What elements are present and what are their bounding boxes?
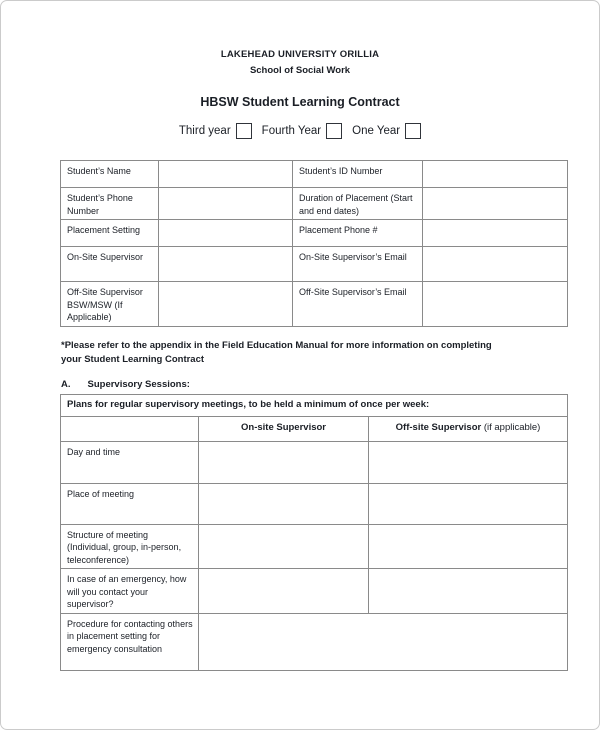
year-option-one-year xyxy=(352,123,421,139)
year-checkbox-row xyxy=(1,123,599,139)
table-row xyxy=(61,247,568,282)
label-emergency-consultation-procedure: Procedure for contacting others in placement setting for emergency consultation xyxy=(61,613,199,670)
column-header-offsite-label: Off-site Supervisor xyxy=(395,422,482,434)
structure-of-meeting-onsite-field[interactable] xyxy=(199,524,369,569)
section-a-title: Supervisory Sessions: xyxy=(87,378,190,390)
year-option-fourth-year xyxy=(262,123,342,139)
onsite-supervisor-email-field[interactable] xyxy=(423,247,568,282)
label-onsite-supervisor: On-Site Supervisor xyxy=(61,247,159,282)
label-students-id-number: Student’s ID Number xyxy=(293,161,423,188)
section-a-heading xyxy=(61,378,599,391)
onsite-supervisor-field[interactable] xyxy=(159,247,293,282)
emergency-contact-onsite-field[interactable] xyxy=(199,569,369,614)
year-option-label: One Year xyxy=(352,125,401,137)
school-name: School of Social Work xyxy=(249,65,351,76)
students-id-number-field[interactable] xyxy=(423,161,568,188)
table-row xyxy=(61,282,568,327)
table-row xyxy=(61,394,568,416)
placement-phone-field[interactable] xyxy=(423,220,568,247)
column-header-offsite-suffix: (if applicable) xyxy=(483,422,541,434)
page-title: HBSW Student Learning Contract xyxy=(200,95,400,109)
empty-header-cell xyxy=(61,416,199,441)
label-offsite-supervisor-email: Off-Site Supervisor’s Email xyxy=(293,282,423,327)
students-name-field[interactable] xyxy=(159,161,293,188)
emergency-contact-offsite-field[interactable] xyxy=(369,569,568,614)
table-row xyxy=(61,613,568,670)
place-of-meeting-offsite-field[interactable] xyxy=(369,483,568,524)
place-of-meeting-onsite-field[interactable] xyxy=(199,483,369,524)
label-placement-phone: Placement Phone # xyxy=(293,220,423,247)
offsite-supervisor-email-field[interactable] xyxy=(423,282,568,327)
student-info-table xyxy=(60,160,568,327)
structure-of-meeting-offsite-field[interactable] xyxy=(369,524,568,569)
label-placement-setting: Placement Setting xyxy=(61,220,159,247)
supervision-table-caption: Plans for regular supervisory meetings, to be held a minimum of once per week: xyxy=(61,394,568,416)
placement-setting-field[interactable] xyxy=(159,220,293,247)
column-header-offsite-supervisor xyxy=(369,416,568,441)
label-students-name: Student’s Name xyxy=(61,161,159,188)
duration-of-placement-field[interactable] xyxy=(423,188,568,220)
table-row xyxy=(61,188,568,220)
table-row xyxy=(61,220,568,247)
table-row xyxy=(61,569,568,614)
table-row xyxy=(61,441,568,483)
emergency-consultation-procedure-field[interactable] xyxy=(199,613,568,670)
students-phone-number-field[interactable] xyxy=(159,188,293,220)
label-students-phone-number: Student’s Phone Number xyxy=(61,188,159,220)
label-onsite-supervisor-email: On-Site Supervisor’s Email xyxy=(293,247,423,282)
label-day-and-time: Day and time xyxy=(61,441,199,483)
year-option-label: Fourth Year xyxy=(261,125,322,137)
label-emergency-contact: In case of an emergency, how will you contact your supervisor? xyxy=(61,569,199,614)
day-and-time-offsite-field[interactable] xyxy=(369,441,568,483)
university-name: LAKEHEAD UNIVERSITY ORILLIA xyxy=(220,49,380,60)
label-place-of-meeting: Place of meeting xyxy=(61,483,199,524)
label-duration-of-placement: Duration of Placement (Start and end dates) xyxy=(293,188,423,220)
year-option-third-year xyxy=(179,123,252,139)
column-header-onsite-supervisor: On-site Supervisor xyxy=(199,416,369,441)
day-and-time-onsite-field[interactable] xyxy=(199,441,369,483)
section-a-label: A. xyxy=(61,378,71,390)
third-year-checkbox[interactable] xyxy=(236,123,252,139)
year-option-label: Third year xyxy=(178,125,231,137)
label-offsite-supervisor: Off-Site Supervisor BSW/MSW (If Applicable) xyxy=(61,282,159,327)
table-row xyxy=(61,161,568,188)
table-row xyxy=(61,483,568,524)
label-structure-of-meeting: Structure of meeting (Individual, group, in-person, teleconference) xyxy=(61,524,199,569)
field-manual-note: *Please refer to the appendix in the Field Education Manual for more information on completing your Student Learning Contract xyxy=(61,339,492,365)
fourth-year-checkbox[interactable] xyxy=(326,123,342,139)
one-year-checkbox[interactable] xyxy=(405,123,421,139)
supervision-table xyxy=(60,394,568,671)
table-row xyxy=(61,524,568,569)
offsite-supervisor-field[interactable] xyxy=(159,282,293,327)
table-row xyxy=(61,416,568,441)
